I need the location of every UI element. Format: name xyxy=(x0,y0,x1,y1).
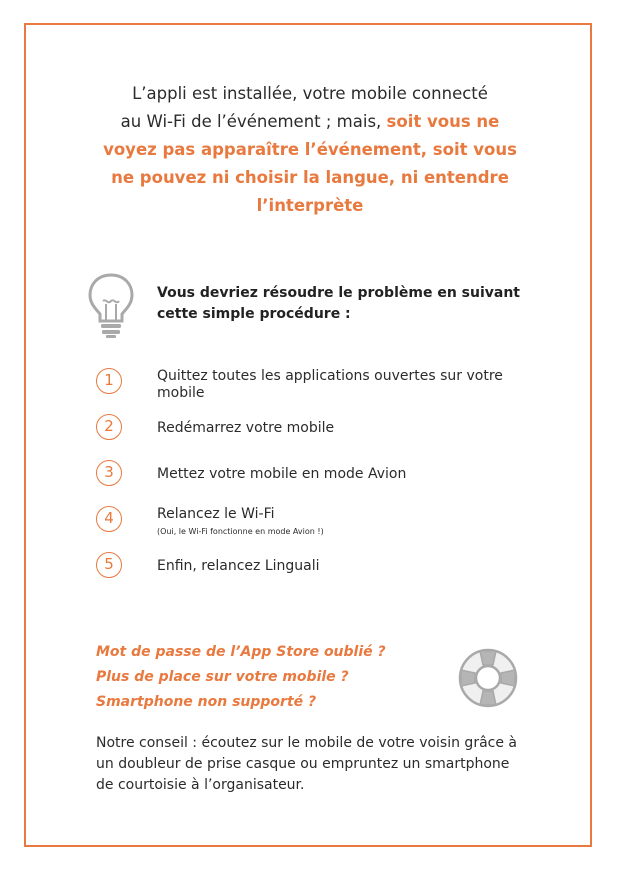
faq-question-3: Smartphone non supporté ? xyxy=(96,694,317,710)
advice-text xyxy=(96,733,536,796)
intro-highlight-a: soit vous ne xyxy=(386,112,500,131)
step-number: 4 xyxy=(96,506,122,532)
advice-line-3: de courtoisie à l’organisateur. xyxy=(96,777,305,793)
step-number: 1 xyxy=(96,368,122,394)
step-text: Relancez le Wi-Fi xyxy=(157,506,275,522)
step-text: Mettez votre mobile en mode Avion xyxy=(157,466,407,482)
intro-highlight-c: ne pouvez ni choisir la langue, ni entendre xyxy=(111,168,509,187)
advice-line-2: un doubleur de prise casque ou empruntez un smartphone xyxy=(96,756,510,772)
step-3 xyxy=(96,460,576,500)
faq-question-1: Mot de passe de l’App Store oublié ? xyxy=(96,644,386,660)
step-2 xyxy=(96,414,576,454)
intro-highlight-b: voyez pas apparaître l’événement, soit vous xyxy=(103,140,517,159)
faq-questions xyxy=(96,640,436,715)
faq-question-2: Plus de place sur votre mobile ? xyxy=(96,669,349,685)
procedure-intro-line-2: cette simple procédure : xyxy=(157,306,351,322)
advice-line-1: Notre conseil : écoutez sur le mobile de votre voisin grâce à xyxy=(96,735,517,751)
step-number: 5 xyxy=(96,552,122,578)
step-text-block xyxy=(157,506,527,537)
step-text: Quittez toutes les applications ouvertes sur votre mobile xyxy=(157,368,503,401)
step-number: 2 xyxy=(96,414,122,440)
step-note: (Oui, le Wi-Fi fonctionne en mode Avion !) xyxy=(157,527,324,536)
intro-text xyxy=(60,80,560,220)
intro-highlight-d: l’interprète xyxy=(256,196,364,215)
intro-line-2: au Wi-Fi de l’événement ; mais, soit vous ne xyxy=(120,112,500,131)
procedure-intro xyxy=(157,283,547,325)
step-4 xyxy=(96,506,576,546)
intro-line-1: L’appli est installée, votre mobile connecté xyxy=(132,84,488,103)
procedure-intro-line-1: Vous devriez résoudre le problème en suivant xyxy=(157,285,520,301)
step-number: 3 xyxy=(96,460,122,486)
step-1 xyxy=(96,368,576,408)
step-5 xyxy=(96,552,576,592)
lightbulb-icon xyxy=(86,272,136,338)
step-text: Enfin, relancez Linguali xyxy=(157,558,320,574)
lifebuoy-icon xyxy=(455,645,521,711)
step-text: Redémarrez votre mobile xyxy=(157,420,335,436)
